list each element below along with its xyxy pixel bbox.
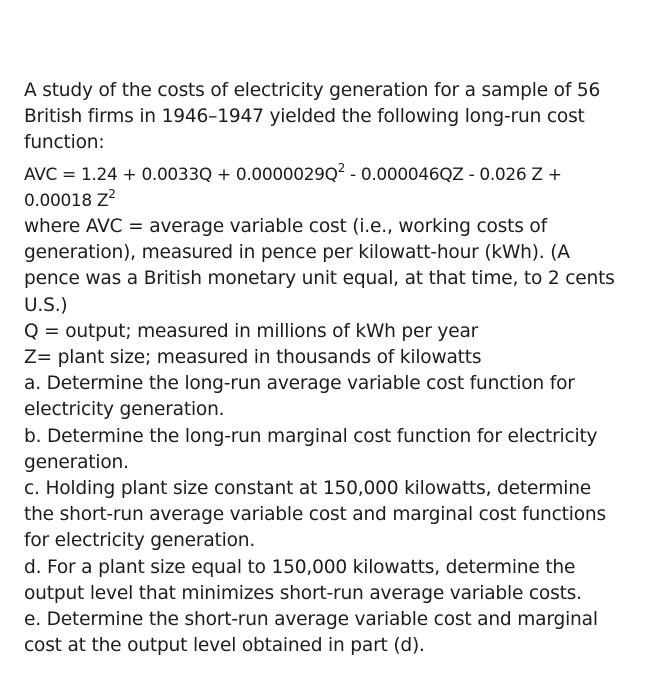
question-line: electricity generation.	[24, 399, 225, 421]
intro-line: British firms in 1946–1947 yielded the following long-run cost	[24, 106, 585, 128]
cost-equation-line-2	[24, 188, 654, 214]
question-line: output level that minimizes short-run average variable costs.	[24, 582, 582, 604]
exponent: 2	[108, 186, 116, 201]
question-line: the short-run average variable cost and marginal cost functions	[24, 504, 606, 526]
intro-line: function:	[24, 132, 105, 154]
definition-line: U.S.)	[24, 294, 68, 316]
question-line: generation.	[24, 451, 129, 473]
question-line: cost at the output level obtained in part (d).	[24, 635, 425, 657]
question-line: for electricity generation.	[24, 530, 256, 552]
exponent: 2	[337, 160, 345, 175]
definition-line: pence was a British monetary unit equal, at that time, to 2 cents	[24, 268, 615, 290]
question-line: d. For a plant size equal to 150,000 kilowatts, determine the	[24, 556, 576, 578]
equation-text: AVC = 1.24 + 0.0033Q + 0.0000029Q	[24, 164, 338, 185]
equation-text: 0.00018 Z	[24, 190, 109, 211]
equation-text: - 0.000046QZ - 0.026 Z +	[344, 164, 562, 185]
definition-line: generation), measured in pence per kilowatt-hour (kWh). (A	[24, 242, 570, 264]
question-line: a. Determine the long-run average variable cost function for	[24, 373, 575, 395]
intro-line: A study of the costs of electricity generation for a sample of 56	[24, 80, 601, 101]
definition-line: Z= plant size; measured in thousands of kilowatts	[24, 347, 482, 369]
cost-equation-line-1	[24, 162, 654, 188]
problem-text	[24, 78, 654, 659]
definition-line: where AVC = average variable cost (i.e., working costs of	[24, 216, 547, 238]
question-line: b. Determine the long-run marginal cost function for electricity	[24, 425, 598, 447]
question-line: e. Determine the short-run average variable cost and marginal	[24, 609, 598, 631]
question-line: c. Holding plant size constant at 150,000 kilowatts, determine	[24, 478, 592, 500]
definition-line: Q = output; measured in millions of kWh per year	[24, 320, 479, 342]
